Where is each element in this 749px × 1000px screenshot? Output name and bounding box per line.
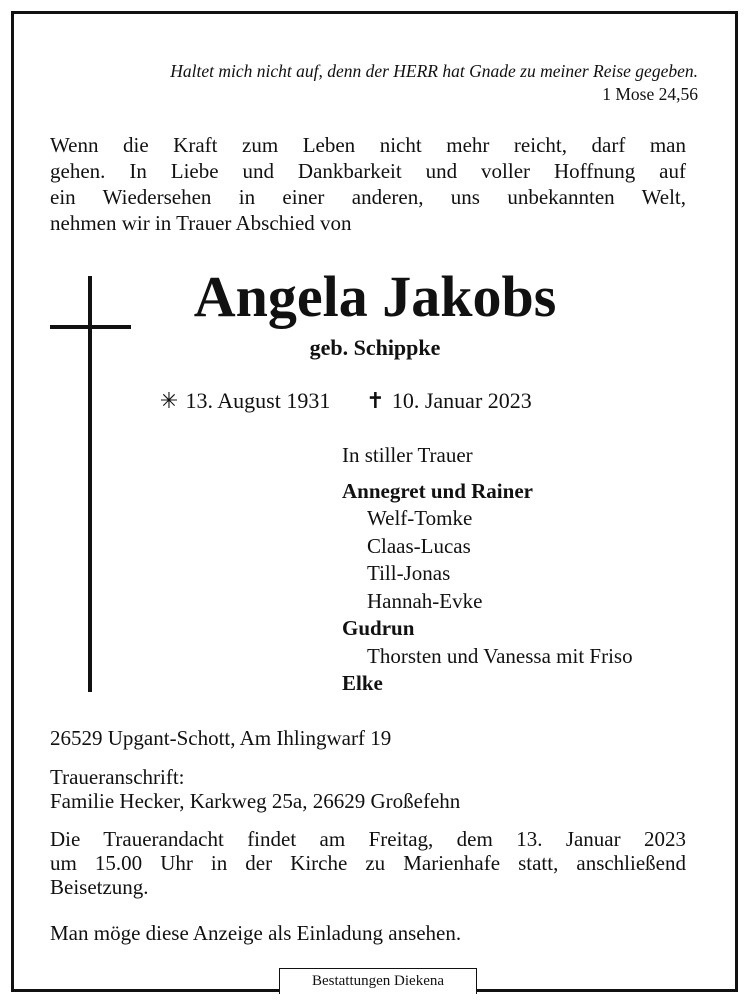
deceased-name: Angela Jakobs bbox=[193, 264, 557, 329]
mourner-member: Claas-Lucas bbox=[367, 533, 471, 558]
death-date: 10. Januar 2023 bbox=[391, 388, 532, 413]
intro-line: Wenn die Kraft zum Leben nicht mehr reicht, darf man bbox=[50, 133, 686, 157]
intro-line: gehen. In Liebe und Dankbarkeit und voller Hoffnung auf bbox=[50, 159, 686, 183]
intro-line: ein Wiedersehen in einer anderen, uns unbekannten Welt, bbox=[50, 185, 686, 209]
service-info bbox=[50, 827, 686, 899]
mourner-family: Annegret und Rainer bbox=[342, 478, 533, 503]
mourners-lead: In stiller Trauer bbox=[342, 443, 473, 467]
death-cross-icon: ✝ bbox=[366, 388, 385, 413]
mourner-family: Elke bbox=[342, 671, 383, 695]
maiden-name: geb. Schippke bbox=[309, 335, 441, 360]
service-line: Die Trauerandacht findet am Freitag, dem 13. Januar 2023 bbox=[50, 827, 686, 851]
mourner-member: Hannah-Evke bbox=[367, 588, 483, 613]
mourners-list bbox=[342, 442, 633, 698]
intro-line: nehmen wir in Trauer Abschied von bbox=[50, 211, 352, 235]
mourner-member: Welf-Tomke bbox=[367, 506, 473, 530]
mourner-member: Till-Jonas bbox=[367, 561, 451, 585]
cross-icon-vertical bbox=[88, 276, 92, 692]
funeral-home-label: Bestattungen Diekena bbox=[279, 968, 477, 994]
service-line: um 15.00 Uhr in der Kirche zu Marienhafe statt, anschließend bbox=[50, 851, 686, 875]
service-line: Beisetzung. bbox=[50, 875, 149, 899]
cross-icon-horizontal bbox=[50, 325, 131, 329]
intro-text bbox=[50, 132, 686, 236]
bible-verse: Haltet mich nicht auf, denn der HERR hat Gnade zu meiner Reise gegeben. bbox=[170, 61, 698, 81]
birth-star-icon: ✳ bbox=[159, 388, 179, 413]
condolence-label: Traueranschrift: bbox=[50, 765, 185, 789]
condolence-address bbox=[50, 765, 690, 813]
bible-verse-reference: 1 Mose 24,56 bbox=[602, 84, 698, 104]
invitation-note: Man möge diese Anzeige als Einladung ansehen. bbox=[50, 921, 462, 945]
mourner-family: Gudrun bbox=[342, 616, 415, 640]
condolence-address-text: Familie Hecker, Karkweg 25a, 26629 Großefehn bbox=[50, 789, 461, 813]
mourner-member: Thorsten und Vanessa mit Friso bbox=[367, 643, 633, 668]
birth-date: 13. August 1931 bbox=[185, 388, 331, 413]
home-address: 26529 Upgant-Schott, Am Ihlingwarf 19 bbox=[50, 726, 392, 750]
life-dates bbox=[158, 386, 532, 416]
